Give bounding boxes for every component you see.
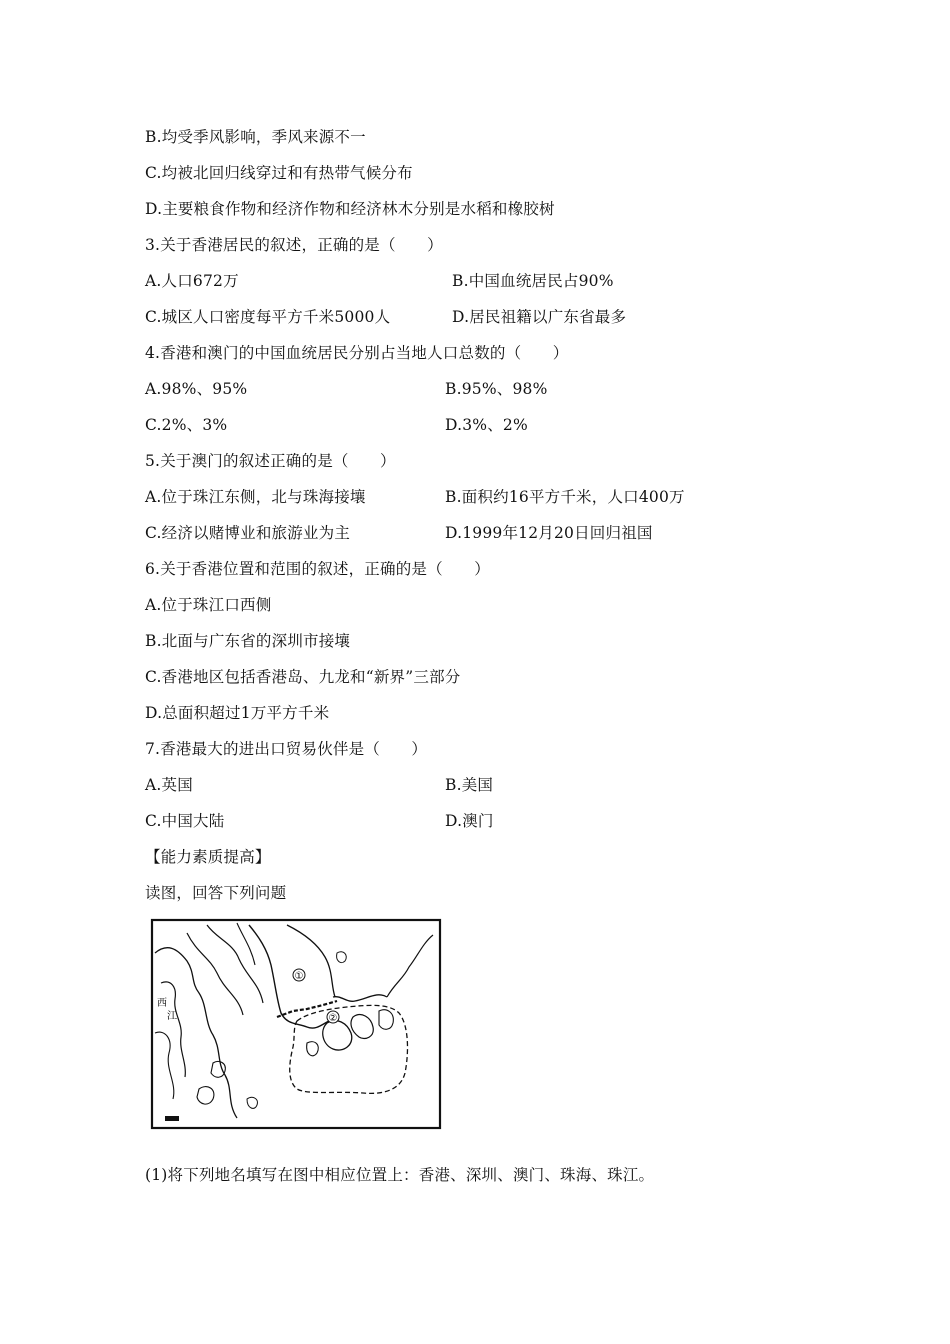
q5-options-row-2 bbox=[145, 523, 653, 543]
scale-mark bbox=[165, 1116, 179, 1121]
q6-option-b: B.北面与广东省的深圳市接壤 bbox=[145, 632, 351, 650]
q2-option-b: B.均受季风影响，季风来源不一 bbox=[145, 128, 366, 146]
marker-1: ① bbox=[294, 971, 304, 982]
q7-option-b: B.美国 bbox=[445, 776, 494, 794]
q6-option-d: D.总面积超过1万平方千米 bbox=[145, 704, 330, 722]
q7-options-row-2 bbox=[145, 811, 494, 831]
map-instruction: 读图，回答下列问题 bbox=[145, 884, 287, 902]
river-label-xi: 西 bbox=[157, 998, 167, 1009]
q4-option-c: C.2%、3% bbox=[145, 416, 228, 434]
q7-option-d: D.澳门 bbox=[445, 812, 494, 830]
q5-option-b: B.面积约16平方千米，人口400万 bbox=[445, 488, 685, 506]
q2-option-c: C.均被北回归线穿过和有热带气候分布 bbox=[145, 164, 413, 182]
q4-option-a: A.98%、95% bbox=[145, 380, 248, 398]
q3-option-d: D.居民祖籍以广东省最多 bbox=[452, 308, 627, 326]
question-4: 4.香港和澳门的中国血统居民分别占当地人口总数的（ ） bbox=[145, 344, 569, 362]
q4-options-row-2 bbox=[145, 415, 528, 435]
q6-option-a: A.位于珠江口西侧 bbox=[145, 596, 272, 614]
q3-option-c: C.城区人口密度每平方千米5000人 bbox=[145, 308, 391, 326]
q4-option-b: B.95%、98% bbox=[445, 380, 548, 398]
q7-options-row-1 bbox=[145, 775, 494, 795]
map-question-1: (1)将下列地名填写在图中相应位置上：香港、深圳、澳门、珠海、珠江。 bbox=[145, 1166, 655, 1184]
river-label-jiang: 江 bbox=[167, 1011, 177, 1022]
question-6: 6.关于香港位置和范围的叙述，正确的是（ ） bbox=[145, 560, 490, 578]
q5-option-a: A.位于珠江东侧，北与珠海接壤 bbox=[145, 488, 366, 506]
q2-option-d: D.主要粮食作物和经济作物和经济林木分别是水稻和橡胶树 bbox=[145, 200, 555, 218]
section-heading: 【能力素质提高】 bbox=[145, 848, 271, 866]
q6-option-c: C.香港地区包括香港岛、九龙和“新界”三部分 bbox=[145, 668, 461, 686]
q7-option-a: A.英国 bbox=[145, 776, 193, 794]
q5-options-row-1 bbox=[145, 487, 685, 507]
q3-options-row-2 bbox=[145, 307, 627, 327]
q4-options-row-1 bbox=[145, 379, 548, 399]
q3-option-a: A.人口672万 bbox=[145, 272, 239, 290]
question-3: 3.关于香港居民的叙述，正确的是（ ） bbox=[145, 236, 443, 254]
q3-options-row-1 bbox=[145, 271, 614, 291]
q4-option-d: D.3%、2% bbox=[445, 416, 528, 434]
pearl-river-delta-map bbox=[147, 913, 447, 1135]
q7-option-c: C.中国大陆 bbox=[145, 812, 225, 830]
q5-option-c: C.经济以赌博业和旅游业为主 bbox=[145, 524, 351, 542]
marker-2: ② bbox=[328, 1013, 338, 1024]
q5-option-d: D.1999年12月20日回归祖国 bbox=[445, 524, 653, 542]
q3-option-b: B.中国血统居民占90% bbox=[452, 272, 614, 290]
question-5: 5.关于澳门的叙述正确的是（ ） bbox=[145, 452, 396, 470]
question-7: 7.香港最大的进出口贸易伙伴是（ ） bbox=[145, 740, 428, 758]
